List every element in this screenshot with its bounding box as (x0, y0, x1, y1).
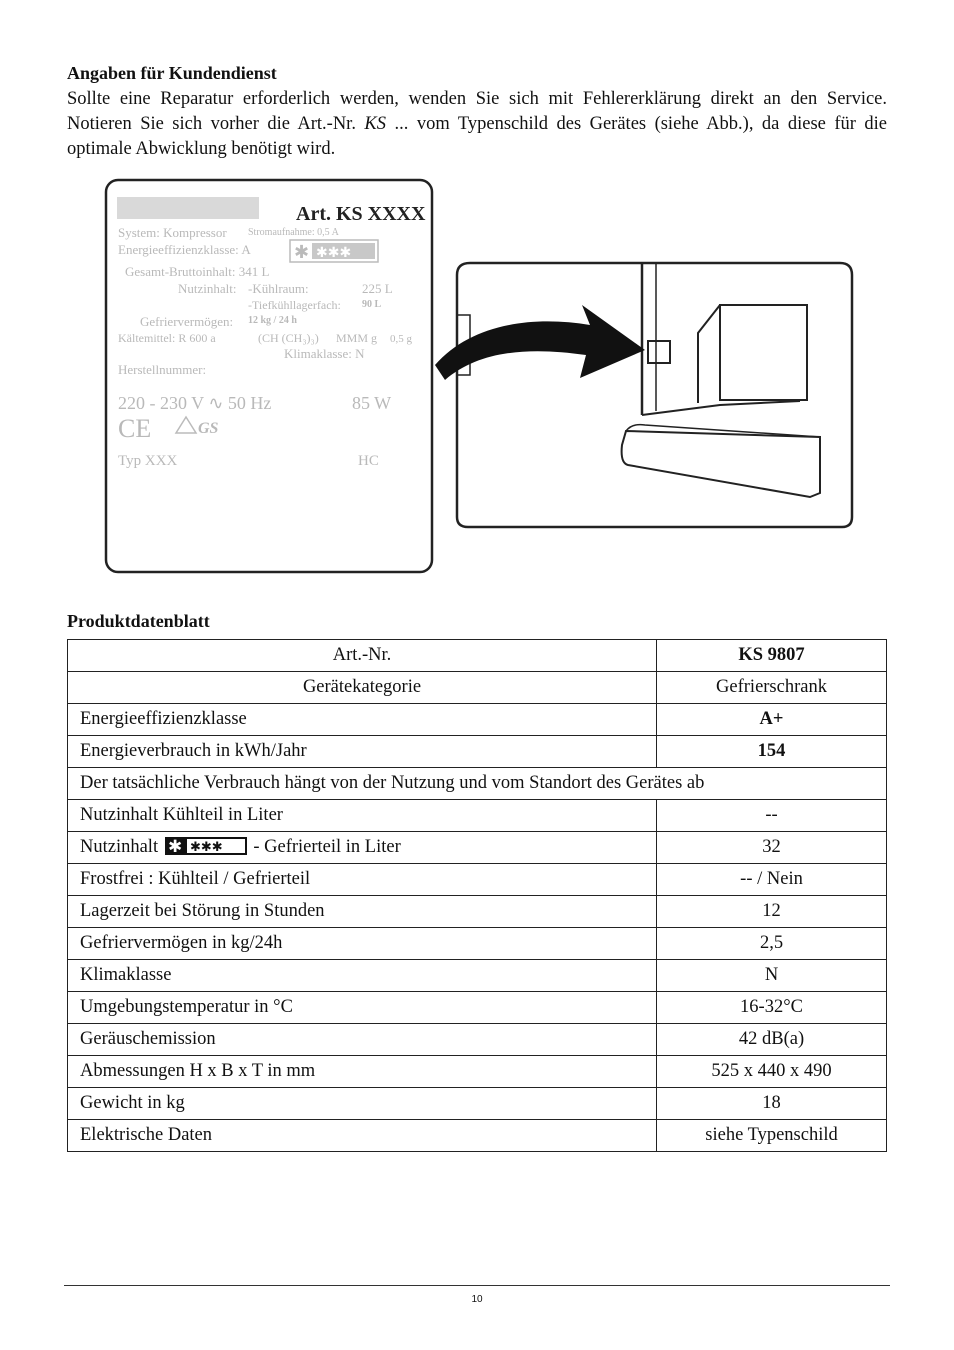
svg-text:-Kühlraum:: -Kühlraum: (248, 281, 309, 296)
type-plate-figure (100, 175, 860, 580)
svg-text:HC: HC (358, 453, 379, 469)
svg-text:Kältemittel: R 600 a: Kältemittel: R 600 a (118, 331, 216, 345)
table-row (68, 800, 887, 832)
table-cell-label: Abmessungen H x B x T in mm (68, 1056, 657, 1088)
table-cell-value: 12 (657, 896, 887, 928)
table-row (68, 704, 887, 736)
table-row (68, 1088, 887, 1120)
svg-text:GS: GS (198, 420, 219, 437)
arrow-icon (435, 305, 645, 380)
table-cell-label: Elektrische Daten (68, 1120, 657, 1152)
svg-text:(CH (CH₃)₃): (CH (CH₃)₃) (258, 331, 319, 345)
datasheet-table (67, 639, 887, 1152)
table-cell-label: Frostfrei : Kühlteil / Gefrierteil (68, 864, 657, 896)
table-cell-value: 2,5 (657, 928, 887, 960)
svg-text:✱✱✱: ✱✱✱ (189, 840, 223, 855)
datasheet-heading: Produktdatenblatt (67, 611, 210, 631)
table-row (68, 832, 887, 864)
table-cell-label: Klimaklasse (68, 960, 657, 992)
table-cell-value: -- (657, 800, 887, 832)
svg-text:-Tiefkühllagerfach:: -Tiefkühllagerfach: (248, 298, 341, 312)
table-row (68, 1056, 887, 1088)
table-row (68, 928, 887, 960)
four-star-freezer-icon (165, 837, 247, 855)
svg-text:MMM g: MMM g (336, 331, 378, 345)
table-row (68, 640, 887, 672)
ce-mark: CE (118, 414, 152, 443)
table-cell-value: A+ (657, 704, 887, 736)
freezer-illustration (457, 263, 852, 527)
service-heading: Angaben für Kundendienst (67, 63, 277, 83)
table-cell-label: Gewicht in kg (68, 1088, 657, 1120)
table-cell-label: Nutzinhalt ✱ ✱✱✱ - Gefrierteil in Liter (68, 832, 657, 864)
svg-text:✱: ✱ (167, 837, 182, 855)
table-cell-value: 18 (657, 1088, 887, 1120)
table-row (68, 1120, 887, 1152)
table-row (68, 768, 887, 800)
table-cell-label: Umgebungstemperatur in °C (68, 992, 657, 1024)
svg-text:0,5 g: 0,5 g (390, 333, 412, 345)
svg-text:System: Kompressor: System: Kompressor (118, 225, 227, 240)
star-rating-icon (290, 240, 378, 262)
table-note: Der tatsächliche Verbrauch hängt von der Nutzung und vom Standort des Gerätes ab (68, 768, 887, 800)
table-cell-value: -- / Nein (657, 864, 887, 896)
svg-text:90 L: 90 L (362, 299, 382, 310)
table-cell-value: 16-32°C (657, 992, 887, 1024)
table-cell-label: Energieeffizienzklasse (68, 704, 657, 736)
gs-mark (176, 417, 219, 437)
table-cell-value: 154 (657, 736, 887, 768)
table-cell-label: Lagerzeit bei Störung in Stunden (68, 896, 657, 928)
table-row (68, 672, 887, 704)
svg-text:Klimaklasse: N: Klimaklasse: N (284, 346, 365, 361)
svg-text:✱✱✱: ✱✱✱ (316, 246, 352, 261)
table-row (68, 896, 887, 928)
table-cell-value: 32 (657, 832, 887, 864)
svg-text:Stromaufnahme: 0,5 A: Stromaufnahme: 0,5 A (248, 227, 339, 238)
table-cell-value: 42 dB(a) (657, 1024, 887, 1056)
svg-text:Herstellnummer:: Herstellnummer: (118, 362, 207, 377)
table-cell-label: Art.-Nr. (68, 640, 657, 672)
table-cell-value: 525 x 440 x 490 (657, 1056, 887, 1088)
table-cell-value: Gefrierschrank (657, 672, 887, 704)
table-row (68, 736, 887, 768)
svg-text:225 L: 225 L (362, 281, 393, 296)
table-cell-label: Nutzinhalt Kühlteil in Liter (68, 800, 657, 832)
table-cell-value: KS 9807 (657, 640, 887, 672)
svg-text:12 kg / 24 h: 12 kg / 24 h (248, 315, 297, 326)
svg-text:Nutzinhalt:: Nutzinhalt: (178, 281, 237, 296)
table-row (68, 1024, 887, 1056)
service-paragraph: Sollte eine Reparatur erforderlich werden, wenden Sie sich mit Fehlererklärung direkt an den Service. Notieren Sie sich vorher die Art.-Nr. KS ... vom Typenschild des Gerätes (siehe Abb.), da diese für die optimale Abwicklung benötigt wird. (67, 89, 887, 159)
table-row (68, 992, 887, 1024)
table-cell-value: siehe Typenschild (657, 1120, 887, 1152)
table-cell-value: N (657, 960, 887, 992)
type-plate (106, 180, 432, 572)
svg-text:220 - 230 V ∿ 50 Hz: 220 - 230 V ∿ 50 Hz (118, 393, 272, 413)
svg-text:Art. KS XXXX: Art. KS XXXX (296, 203, 426, 225)
page-number: 10 (471, 1294, 483, 1305)
footer-divider (64, 1285, 890, 1286)
svg-text:Gesamt-Bruttoinhalt: 341 L: Gesamt-Bruttoinhalt: 341 L (125, 264, 270, 279)
table-cell-label: Geräuschemission (68, 1024, 657, 1056)
table-row (68, 864, 887, 896)
table-row (68, 960, 887, 992)
table-cell-label: Gerätekategorie (68, 672, 657, 704)
svg-text:Typ XXX: Typ XXX (118, 453, 178, 469)
table-cell-label: Gefriervermögen in kg/24h (68, 928, 657, 960)
svg-text:Energieeffizienzklasse: A: Energieeffizienzklasse: A (118, 242, 251, 257)
svg-text:✱: ✱ (294, 242, 310, 262)
svg-text:Gefriervermögen:: Gefriervermögen: (140, 314, 234, 329)
table-cell-label: Energieverbrauch in kWh/Jahr (68, 736, 657, 768)
svg-text:85 W: 85 W (352, 393, 392, 413)
